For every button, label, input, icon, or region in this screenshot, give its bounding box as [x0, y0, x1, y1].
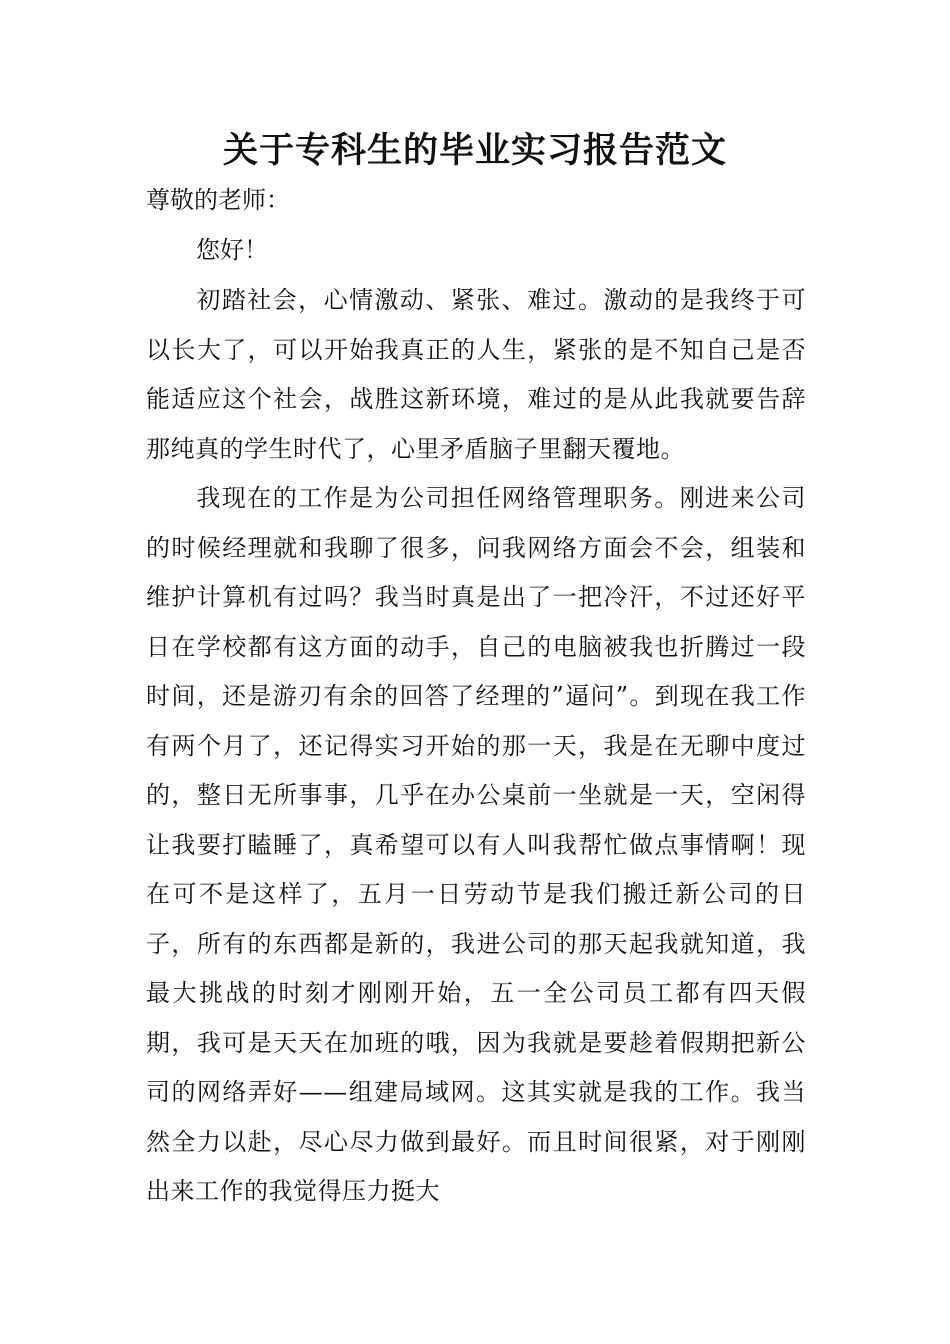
document-title: 关于专科生的毕业实习报告范文 [222, 131, 727, 171]
body-paragraph-2: 我现在的工作是为公司担任网络管理职务。刚进来公司的时候经理就和我聊了很多，问我网络方面会不会，组装和维护计算机有过吗？我当时真是出了一把冷汗，不过还好平日在学校都有这方面的动手，自己的电脑被我也折腾过一段时间，还是游刃有余的回答了经理的”逼问”。到现在我工作有两个月了，还记得实习开始的那一天，我是在无聊中度过的，整日无所事事，几乎在办公桌前一坐就是一天，空闲得让我要打瞌睡了，真希望可以有人叫我帮忙做点事情啊！现在可不是这样了，五月一日劳动节是我们搬迁新公司的日子，所有的东西都是新的，我进公司的那天起我就知道，我最大挑战的时刻才刚刚开始，五一全公司员工都有四天假期，我可是天天在加班的哦，因为我就是要趁着假期把新公司的网络弄好——组建局域网。这其实就是我的工作。我当然全力以赴，尽心尽力做到最好。而且时间很紧，对于刚刚出来工作的我觉得压力挺大 [146, 484, 806, 1205]
greeting-line: 您好！ [196, 236, 268, 264]
salutation-line: 尊敬的老师： [146, 186, 290, 214]
body-paragraph-1: 初踏社会，心情激动、紧张、难过。激动的是我终于可以长大了，可以开始我真正的人生，紧张的是不知自己是否能适应这个社会，战胜这新环境，难过的是从此我就要告辞那纯真的学生时代了，心里矛盾脑子里翻天覆地。 [146, 286, 806, 463]
